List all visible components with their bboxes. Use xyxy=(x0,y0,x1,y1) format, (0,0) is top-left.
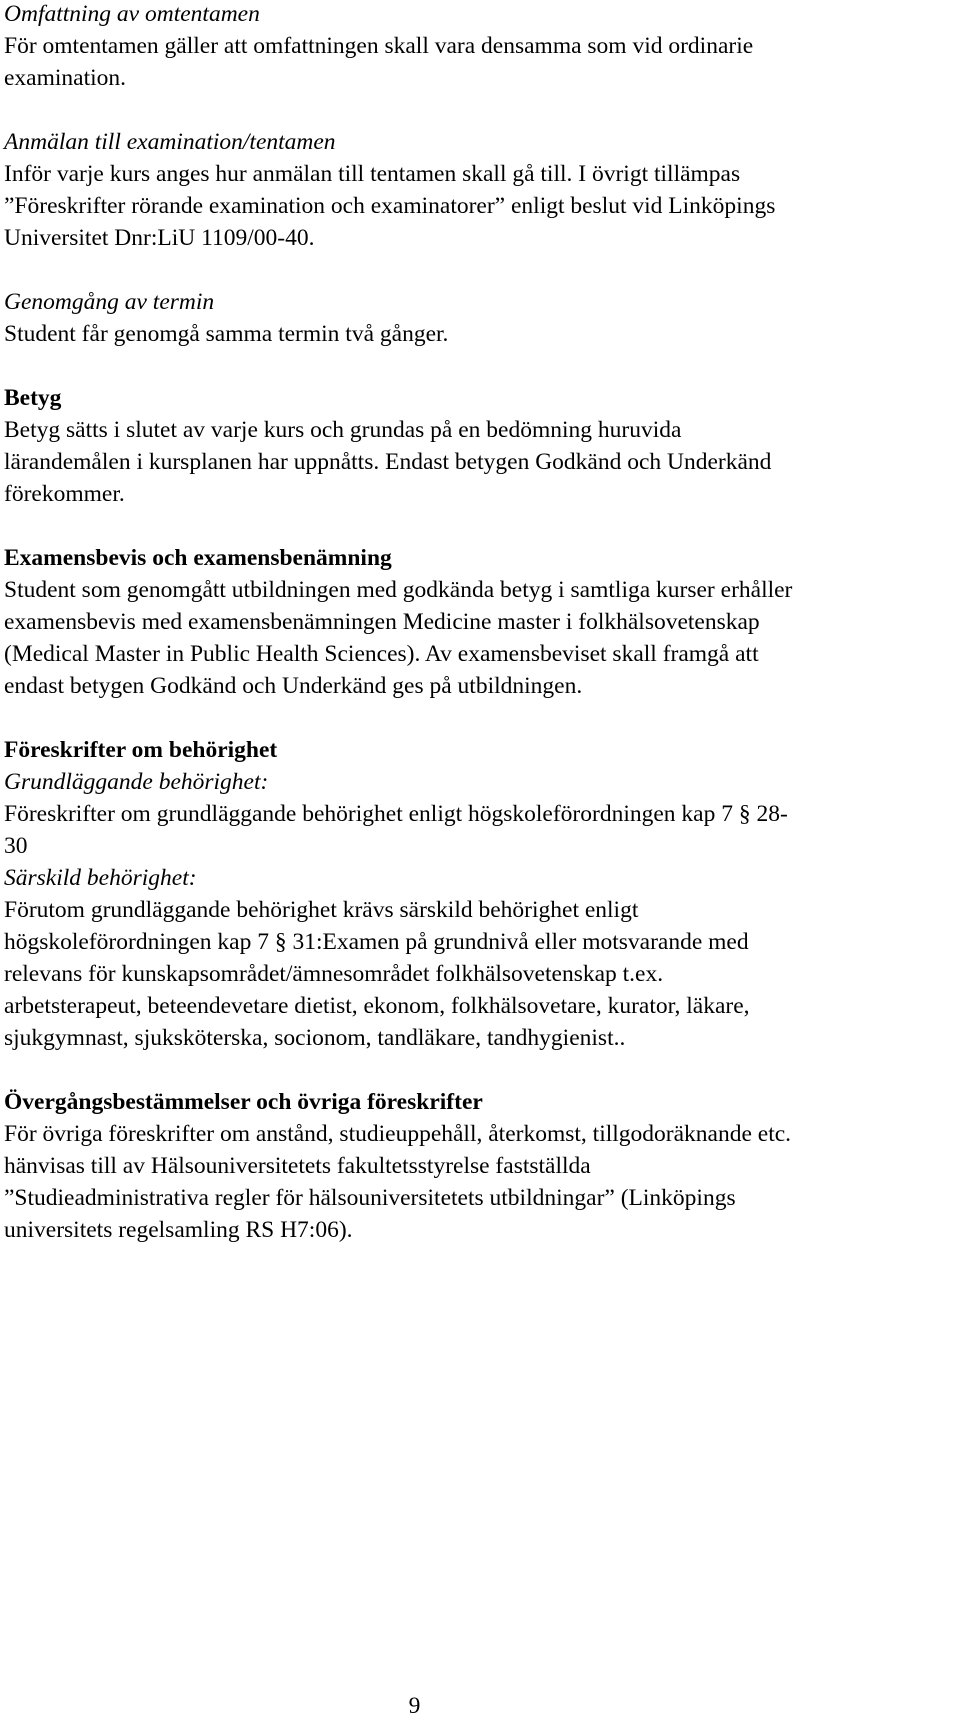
paragraph-line: Förutom grundläggande behörighet krävs särskild behörighet enligt xyxy=(4,897,639,923)
subheading-grundlaggande: Grundläggande behörighet: xyxy=(4,769,269,795)
paragraph-line: Föreskrifter om grundläggande behörighet enligt högskoleförordningen kap 7 § 28- xyxy=(4,801,788,827)
paragraph-line: Universitet Dnr:LiU 1109/00-40. xyxy=(4,225,315,251)
paragraph-line: För omtentamen gäller att omfattningen skall vara densamma som vid ordinarie xyxy=(4,33,754,59)
section-examensbevis xyxy=(4,542,949,702)
section-overgang xyxy=(4,1086,949,1246)
section-betyg xyxy=(4,382,949,510)
paragraph-line: arbetsterapeut, beteendevetare dietist, ekonom, folkhälsovetare, kurator, läkare, xyxy=(4,993,750,1019)
section-heading-overgang: Övergångsbestämmelser och övriga föreskrifter xyxy=(4,1089,483,1115)
subheading-sarskild: Särskild behörighet: xyxy=(4,865,197,891)
paragraph-line: (Medical Master in Public Health Sciences). Av examensbeviset skall framgå att xyxy=(4,641,759,667)
paragraph-line: högskoleförordningen kap 7 § 31:Examen på grundnivå eller motsvarande med xyxy=(4,929,749,955)
paragraph-line: sjukgymnast, sjuksköterska, socionom, tandläkare, tandhygienist.. xyxy=(4,1025,626,1051)
paragraph-line: För övriga föreskrifter om anstånd, studieuppehåll, återkomst, tillgodoräknande etc. xyxy=(4,1121,792,1147)
paragraph-line: hänvisas till av Hälsouniversitetets fakultetsstyrelse fastställda xyxy=(4,1153,591,1179)
paragraph-line: relevans för kunskapsområdet/ämnesområdet folkhälsovetenskap t.ex. xyxy=(4,961,664,987)
document-body xyxy=(4,0,949,1278)
paragraph-line: ”Föreskrifter rörande examination och examinatorer” enligt beslut vid Linköpings xyxy=(4,193,776,219)
section-omfattning xyxy=(4,0,949,94)
paragraph-line: ”Studieadministrativa regler för hälsouniversitetets utbildningar” (Linköpings xyxy=(4,1185,736,1211)
paragraph-line: Student får genomgå samma termin två gånger. xyxy=(4,321,449,347)
page-number: 9 xyxy=(408,1693,421,1719)
paragraph-line: universitets regelsamling RS H7:06). xyxy=(4,1217,353,1243)
paragraph-line: förekommer. xyxy=(4,481,125,507)
paragraph-line: 30 xyxy=(4,833,28,859)
paragraph-line: examination. xyxy=(4,65,127,91)
section-behorighet xyxy=(4,734,949,1054)
paragraph-line: Inför varje kurs anges hur anmälan till tentamen skall gå till. I övrigt tillämpas xyxy=(4,161,741,187)
section-heading-betyg: Betyg xyxy=(4,385,62,411)
section-heading-omfattning: Omfattning av omtentamen xyxy=(4,1,260,27)
paragraph-line: endast betygen Godkänd och Underkänd ges på utbildningen. xyxy=(4,673,583,699)
paragraph-line: examensbevis med examensbenämningen Medicine master i folkhälsovetenskap xyxy=(4,609,760,635)
paragraph-line: Betyg sätts i slutet av varje kurs och grundas på en bedömning huruvida xyxy=(4,417,682,443)
section-heading-examensbevis: Examensbevis och examensbenämning xyxy=(4,545,392,571)
section-heading-behorighet: Föreskrifter om behörighet xyxy=(4,737,278,763)
paragraph-line: Student som genomgått utbildningen med godkända betyg i samtliga kurser erhåller xyxy=(4,577,793,603)
section-heading-anmalan: Anmälan till examination/tentamen xyxy=(4,129,336,155)
section-genomgang xyxy=(4,286,949,350)
section-anmalan xyxy=(4,126,949,254)
section-heading-genomgang: Genomgång av termin xyxy=(4,289,215,315)
paragraph-line: lärandemålen i kursplanen har uppnåtts. Endast betygen Godkänd och Underkänd xyxy=(4,449,772,475)
